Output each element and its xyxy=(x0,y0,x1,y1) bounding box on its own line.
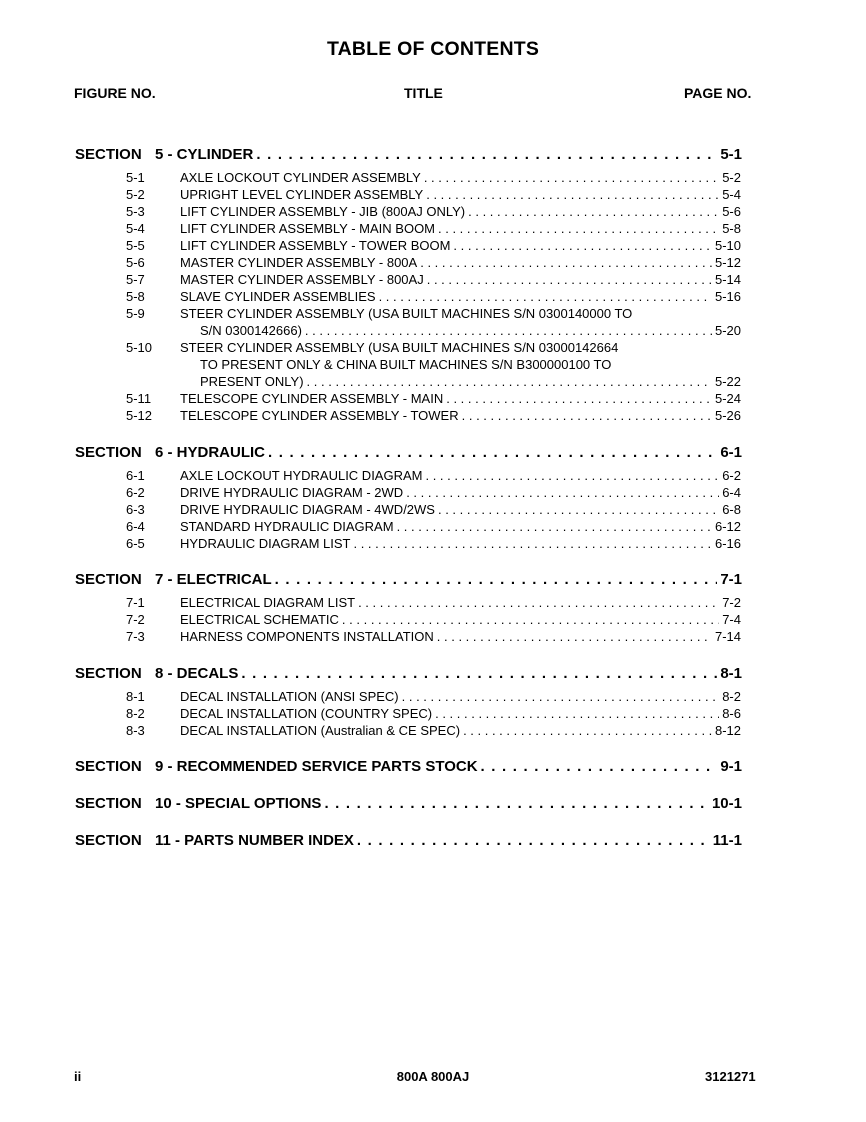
figure-number: 5-10 xyxy=(126,340,153,355)
item-page-number: 8-12 xyxy=(714,723,741,738)
item-title: MASTER CYLINDER ASSEMBLY - 800A xyxy=(180,255,418,270)
dot-leader xyxy=(358,595,719,610)
dot-leader xyxy=(275,571,718,588)
item-title: HYDRAULIC DIAGRAM LIST xyxy=(180,536,351,551)
figure-number: 6-2 xyxy=(126,485,145,500)
dot-leader xyxy=(424,170,719,185)
figure-number: 5-12 xyxy=(126,408,153,423)
dot-leader xyxy=(406,485,719,500)
item-page-number: 5-6 xyxy=(722,204,741,219)
figure-number: 5-9 xyxy=(126,306,145,321)
item-title: UPRIGHT LEVEL CYLINDER ASSEMBLY xyxy=(180,187,424,202)
figure-number: 8-3 xyxy=(126,723,145,738)
toc-section-row[interactable] xyxy=(75,832,742,849)
dot-leader xyxy=(402,689,720,704)
dot-leader xyxy=(481,758,718,775)
section-title: 5 - CYLINDER xyxy=(155,146,254,163)
item-title: ELECTRICAL DIAGRAM LIST xyxy=(180,595,356,610)
toc-item-continuation[interactable] xyxy=(126,323,741,338)
item-page-number: 5-14 xyxy=(714,272,741,287)
dot-leader xyxy=(438,221,719,236)
section-title: 9 - RECOMMENDED SERVICE PARTS STOCK xyxy=(155,758,478,775)
item-title: DECAL INSTALLATION (ANSI SPEC) xyxy=(180,689,399,704)
toc-item-row[interactable] xyxy=(126,255,741,270)
toc-item-row[interactable] xyxy=(126,408,741,423)
dot-leader xyxy=(305,323,712,338)
footer-document-number: 3121271 xyxy=(705,1069,756,1084)
toc-item-row[interactable] xyxy=(126,238,741,253)
figure-number: 5-1 xyxy=(126,170,145,185)
item-title: HARNESS COMPONENTS INSTALLATION xyxy=(180,629,434,644)
toc-item-row[interactable] xyxy=(126,689,741,704)
dot-leader xyxy=(324,795,709,812)
dot-leader xyxy=(462,408,712,423)
item-page-number: 7-4 xyxy=(722,612,741,627)
figure-number: 7-3 xyxy=(126,629,145,644)
dot-leader xyxy=(453,238,712,253)
item-title: ELECTRICAL SCHEMATIC xyxy=(180,612,339,627)
item-page-number: 7-14 xyxy=(714,629,741,644)
section-label: SECTION xyxy=(75,758,142,775)
dot-leader xyxy=(463,723,712,738)
item-title: S/N 0300142666) xyxy=(200,323,302,338)
item-page-number: 5-2 xyxy=(722,170,741,185)
toc-section-row[interactable] xyxy=(75,444,742,461)
item-page-number: 6-2 xyxy=(722,468,741,483)
item-title: DECAL INSTALLATION (Australian & CE SPEC) xyxy=(180,723,461,738)
dot-leader xyxy=(397,519,712,534)
figure-number: 6-4 xyxy=(126,519,145,534)
section-title: 7 - ELECTRICAL xyxy=(155,571,272,588)
item-title: AXLE LOCKOUT HYDRAULIC DIAGRAM xyxy=(180,468,423,483)
item-page-number: 5-22 xyxy=(714,374,741,389)
toc-section-row[interactable] xyxy=(75,795,742,812)
toc-item-row[interactable] xyxy=(126,706,741,721)
toc-item-row[interactable] xyxy=(126,595,741,610)
item-page-number: 5-12 xyxy=(714,255,741,270)
section-page-number: 5-1 xyxy=(720,146,742,163)
footer-model: 800A 800AJ xyxy=(396,1069,470,1084)
item-page-number: 6-8 xyxy=(722,502,741,517)
figure-number: 6-5 xyxy=(126,536,145,551)
item-title: AXLE LOCKOUT CYLINDER ASSEMBLY xyxy=(180,170,421,185)
item-title: TELESCOPE CYLINDER ASSEMBLY - TOWER xyxy=(180,408,459,423)
item-page-number: 5-20 xyxy=(714,323,741,338)
figure-number: 8-2 xyxy=(126,706,145,721)
dot-leader xyxy=(446,391,712,406)
item-page-number: 5-24 xyxy=(714,391,741,406)
item-title: TO PRESENT ONLY & CHINA BUILT MACHINES S/N B300000100 TO xyxy=(200,357,612,372)
dot-leader xyxy=(241,665,717,682)
item-title: LIFT CYLINDER ASSEMBLY - JIB (800AJ ONLY) xyxy=(180,204,466,219)
figure-number: 5-11 xyxy=(126,391,152,406)
section-page-number: 8-1 xyxy=(720,665,742,682)
dot-leader xyxy=(379,289,712,304)
section-page-number: 10-1 xyxy=(711,795,742,812)
section-label: SECTION xyxy=(75,795,142,812)
figure-number: 7-1 xyxy=(126,595,145,610)
item-page-number: 5-26 xyxy=(714,408,741,423)
toc-item-row[interactable] xyxy=(126,204,741,219)
item-page-number: 5-10 xyxy=(714,238,741,253)
dot-leader xyxy=(307,374,712,389)
item-title: DRIVE HYDRAULIC DIAGRAM - 4WD/2WS xyxy=(180,502,435,517)
section-label: SECTION xyxy=(75,571,142,588)
figure-number: 5-5 xyxy=(126,238,145,253)
dot-leader xyxy=(357,832,710,849)
figure-number: 6-1 xyxy=(126,468,145,483)
footer-page-number: ii xyxy=(74,1069,82,1084)
item-page-number: 8-6 xyxy=(722,706,741,721)
toc-item-row[interactable] xyxy=(126,272,741,287)
toc-item-row[interactable] xyxy=(126,612,741,627)
dot-leader xyxy=(420,255,712,270)
section-title: 10 - SPECIAL OPTIONS xyxy=(155,795,322,812)
toc-item-row[interactable] xyxy=(126,629,741,644)
dot-leader xyxy=(426,187,719,202)
section-page-number: 11-1 xyxy=(712,832,742,849)
figure-no-column-header: FIGURE NO. xyxy=(74,85,156,101)
toc-item-row[interactable] xyxy=(126,340,741,355)
item-title: DRIVE HYDRAULIC DIAGRAM - 2WD xyxy=(180,485,404,500)
dot-leader xyxy=(256,146,717,163)
toc-item-row[interactable] xyxy=(126,723,741,738)
toc-item-row[interactable] xyxy=(126,170,741,185)
title-column-header: TITLE xyxy=(404,85,443,101)
toc-item-row[interactable] xyxy=(126,536,741,551)
item-title: DECAL INSTALLATION (COUNTRY SPEC) xyxy=(180,706,433,721)
item-page-number: 6-16 xyxy=(714,536,741,551)
section-page-number: 7-1 xyxy=(720,571,742,588)
dot-leader xyxy=(353,536,711,551)
figure-number: 5-3 xyxy=(126,204,145,219)
toc-section-row[interactable] xyxy=(75,146,742,163)
item-title: STEER CYLINDER ASSEMBLY (USA BUILT MACHINES S/N 03000142664 xyxy=(180,340,619,355)
figure-number: 8-1 xyxy=(126,689,145,704)
item-title: PRESENT ONLY) xyxy=(200,374,304,389)
dot-leader xyxy=(438,502,719,517)
item-page-number: 5-16 xyxy=(714,289,741,304)
section-label: SECTION xyxy=(75,832,142,849)
toc-item-row[interactable] xyxy=(126,187,741,202)
section-label: SECTION xyxy=(75,146,142,163)
figure-number: 5-8 xyxy=(126,289,145,304)
toc-item-row[interactable] xyxy=(126,289,741,304)
item-title: SLAVE CYLINDER ASSEMBLIES xyxy=(180,289,376,304)
section-page-number: 6-1 xyxy=(720,444,742,461)
dot-leader xyxy=(437,629,712,644)
item-title: MASTER CYLINDER ASSEMBLY - 800AJ xyxy=(180,272,424,287)
toc-section-row[interactable] xyxy=(75,758,742,775)
section-label: SECTION xyxy=(75,444,142,461)
item-page-number: 5-4 xyxy=(722,187,741,202)
section-title: 11 - PARTS NUMBER INDEX xyxy=(155,832,354,849)
item-page-number: 8-2 xyxy=(722,689,741,704)
item-title: STANDARD HYDRAULIC DIAGRAM xyxy=(180,519,394,534)
item-title: TELESCOPE CYLINDER ASSEMBLY - MAIN xyxy=(180,391,444,406)
section-title: 8 - DECALS xyxy=(155,665,239,682)
dot-leader xyxy=(342,612,719,627)
dot-leader xyxy=(268,444,717,461)
item-page-number: 7-2 xyxy=(722,595,741,610)
page-no-column-header: PAGE NO. xyxy=(684,85,752,101)
toc-item-row[interactable] xyxy=(126,502,741,517)
section-page-number: 9-1 xyxy=(720,758,742,775)
toc-item-row[interactable] xyxy=(126,391,741,406)
figure-number: 5-6 xyxy=(126,255,145,270)
dot-leader xyxy=(427,272,712,287)
toc-item-row[interactable] xyxy=(126,519,741,534)
figure-number: 5-7 xyxy=(126,272,145,287)
item-title: STEER CYLINDER ASSEMBLY (USA BUILT MACHINES S/N 0300140000 TO xyxy=(180,306,633,321)
item-title: LIFT CYLINDER ASSEMBLY - MAIN BOOM xyxy=(180,221,436,236)
item-page-number: 6-4 xyxy=(722,485,741,500)
dot-leader xyxy=(468,204,719,219)
page-title: TABLE OF CONTENTS xyxy=(326,38,540,60)
figure-number: 5-4 xyxy=(126,221,145,236)
toc-item-continuation[interactable] xyxy=(126,374,741,389)
toc-item-row[interactable] xyxy=(126,306,741,321)
dot-leader xyxy=(435,706,719,721)
toc-item-continuation[interactable] xyxy=(126,357,741,372)
item-page-number: 6-12 xyxy=(714,519,741,534)
toc-item-row[interactable] xyxy=(126,221,741,236)
section-title: 6 - HYDRAULIC xyxy=(155,444,266,461)
toc-item-row[interactable] xyxy=(126,468,741,483)
toc-section-row[interactable] xyxy=(75,571,742,588)
figure-number: 6-3 xyxy=(126,502,145,517)
figure-number: 5-2 xyxy=(126,187,145,202)
toc-section-row[interactable] xyxy=(75,665,742,682)
dot-leader xyxy=(425,468,719,483)
section-label: SECTION xyxy=(75,665,142,682)
figure-number: 7-2 xyxy=(126,612,145,627)
item-page-number: 5-8 xyxy=(722,221,741,236)
item-title: LIFT CYLINDER ASSEMBLY - TOWER BOOM xyxy=(180,238,451,253)
toc-item-row[interactable] xyxy=(126,485,741,500)
